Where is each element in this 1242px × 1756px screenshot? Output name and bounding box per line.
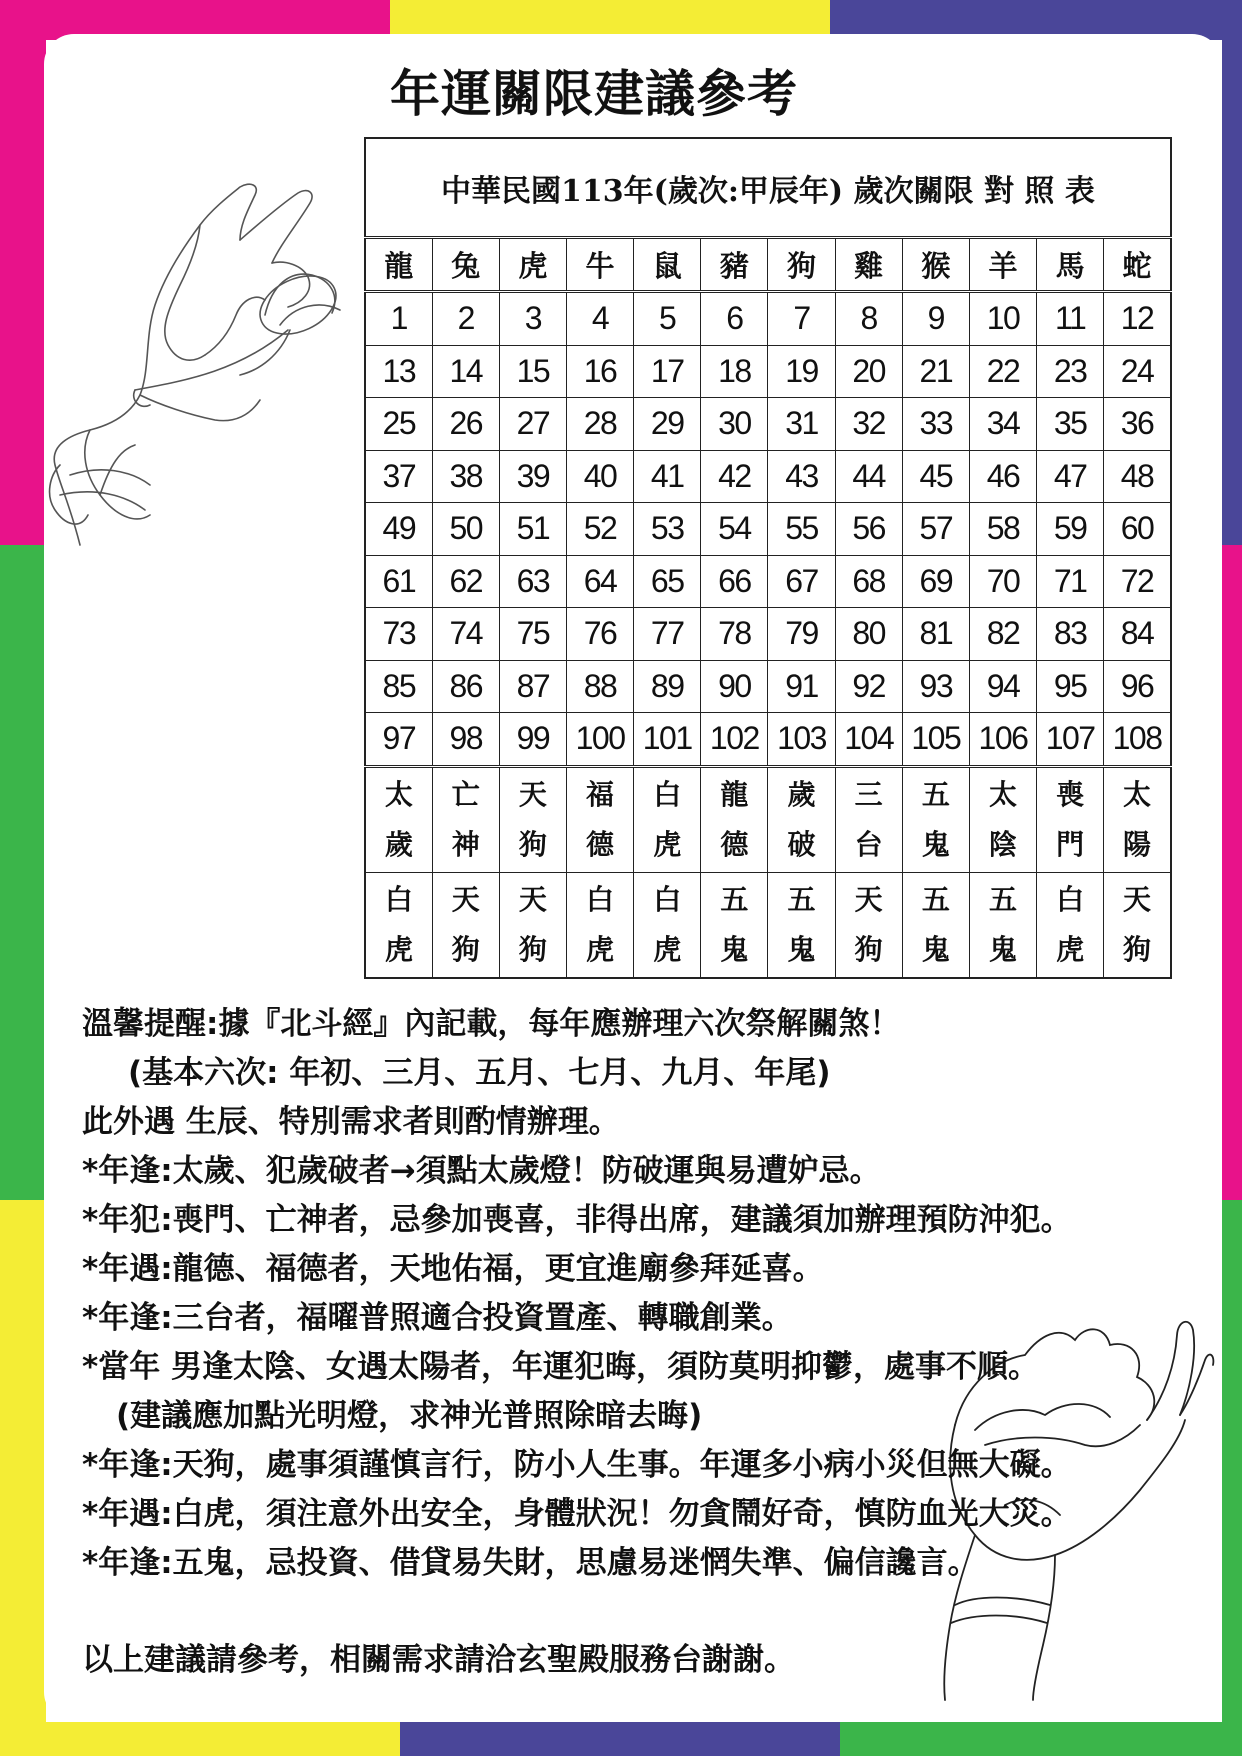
age-cell: 38	[432, 450, 499, 503]
age-row	[365, 292, 1171, 346]
border-band-left-yellow	[0, 1200, 46, 1756]
age-cell: 55	[768, 503, 835, 556]
star-row	[365, 872, 1171, 978]
age-cell: 50	[432, 503, 499, 556]
star-cell: 五 鬼	[969, 872, 1036, 978]
age-cell: 92	[835, 660, 902, 713]
star-cell: 白 虎	[1037, 872, 1104, 978]
age-cell: 86	[432, 660, 499, 713]
star-cell: 白 虎	[634, 766, 701, 872]
age-cell: 56	[835, 503, 902, 556]
notes-spacer	[82, 1588, 1082, 1636]
age-cell: 102	[701, 713, 768, 767]
zodiac-header-row	[365, 238, 1171, 292]
note-line: *年遇:龍德、福德者，天地佑福，更宜進廟參拜延喜。	[82, 1251, 824, 1287]
age-cell: 77	[634, 608, 701, 661]
star-row	[365, 766, 1171, 872]
age-cell: 54	[701, 503, 768, 556]
age-cell: 82	[969, 608, 1036, 661]
star-cell: 白 虎	[634, 872, 701, 978]
age-cell: 11	[1037, 292, 1104, 346]
note-line: 此外遇 生辰、特別需求者則酌情辦理。	[82, 1104, 620, 1140]
age-cell: 90	[701, 660, 768, 713]
age-cell: 16	[566, 345, 633, 398]
star-cell: 五 鬼	[902, 872, 969, 978]
age-cell: 45	[902, 450, 969, 503]
lotus-hand-icon	[40, 165, 350, 565]
age-row	[365, 555, 1171, 608]
age-cell: 46	[969, 450, 1036, 503]
age-cell: 9	[902, 292, 969, 346]
zodiac-cell: 鼠	[634, 238, 701, 292]
age-cell: 39	[499, 450, 566, 503]
age-cell: 35	[1037, 398, 1104, 451]
age-cell: 95	[1037, 660, 1104, 713]
star-cell: 太 陽	[1104, 766, 1171, 872]
age-cell: 43	[768, 450, 835, 503]
age-cell: 6	[701, 292, 768, 346]
age-row	[365, 345, 1171, 398]
border-band-right-magenta	[1222, 545, 1242, 1200]
age-cell: 98	[432, 713, 499, 767]
age-cell: 58	[969, 503, 1036, 556]
zodiac-cell: 狗	[768, 238, 835, 292]
star-cell: 白 虎	[365, 872, 432, 978]
age-cell: 68	[835, 555, 902, 608]
star-cell: 五 鬼	[902, 766, 969, 872]
age-cell: 107	[1037, 713, 1104, 767]
age-cell: 30	[701, 398, 768, 451]
age-cell: 31	[768, 398, 835, 451]
age-cell: 5	[634, 292, 701, 346]
age-cell: 14	[432, 345, 499, 398]
age-cell: 15	[499, 345, 566, 398]
age-cell: 67	[768, 555, 835, 608]
star-cell: 天 狗	[1104, 872, 1171, 978]
note-line: *當年 男逢太陰、女遇太陽者，年運犯晦，須防莫明抑鬱，處事不順。	[82, 1349, 1040, 1385]
age-cell: 47	[1037, 450, 1104, 503]
age-cell: 106	[969, 713, 1036, 767]
age-row	[365, 503, 1171, 556]
age-cell: 51	[499, 503, 566, 556]
star-cell: 天 狗	[499, 766, 566, 872]
zodiac-cell: 豬	[701, 238, 768, 292]
age-row	[365, 450, 1171, 503]
star-cell: 白 虎	[566, 872, 633, 978]
age-cell: 53	[634, 503, 701, 556]
border-band-bottom-indigo	[400, 1722, 840, 1756]
age-cell: 8	[835, 292, 902, 346]
age-cell: 13	[365, 345, 432, 398]
age-cell: 40	[566, 450, 633, 503]
age-cell: 21	[902, 345, 969, 398]
zodiac-cell: 牛	[566, 238, 633, 292]
border-band-bottom-yellow	[0, 1722, 400, 1756]
age-cell: 32	[835, 398, 902, 451]
note-line: *年逢:太歲、犯歲破者→須點太歲燈！防破運與易遭妒忌。	[82, 1153, 881, 1189]
age-zodiac-table	[364, 137, 1172, 979]
age-cell: 41	[634, 450, 701, 503]
age-cell: 64	[566, 555, 633, 608]
age-cell: 12	[1104, 292, 1171, 346]
age-cell: 104	[835, 713, 902, 767]
age-cell: 70	[969, 555, 1036, 608]
age-cell: 101	[634, 713, 701, 767]
star-cell: 福 德	[566, 766, 633, 872]
age-cell: 2	[432, 292, 499, 346]
age-cell: 100	[566, 713, 633, 767]
border-band-right-indigo	[1222, 0, 1242, 545]
age-cell: 79	[768, 608, 835, 661]
zodiac-cell: 羊	[969, 238, 1036, 292]
zodiac-cell: 兔	[432, 238, 499, 292]
age-cell: 80	[835, 608, 902, 661]
age-cell: 20	[835, 345, 902, 398]
note-line: 溫馨提醒:據『北斗經』內記載，每年應辦理六次祭解關煞！	[82, 1006, 901, 1042]
age-cell: 22	[969, 345, 1036, 398]
age-cell: 7	[768, 292, 835, 346]
age-cell: 78	[701, 608, 768, 661]
age-cell: 66	[701, 555, 768, 608]
age-cell: 103	[768, 713, 835, 767]
age-cell: 99	[499, 713, 566, 767]
age-cell: 85	[365, 660, 432, 713]
age-cell: 87	[499, 660, 566, 713]
note-line: *年逢:三台者，福曜普照適合投資置產、轉職創業。	[82, 1300, 793, 1336]
note-line: (基本六次: 年初、三月、五月、七月、九月、年尾)	[128, 1055, 831, 1091]
age-cell: 62	[432, 555, 499, 608]
age-cell: 36	[1104, 398, 1171, 451]
age-cell: 23	[1037, 345, 1104, 398]
age-cell: 83	[1037, 608, 1104, 661]
age-cell: 4	[566, 292, 633, 346]
age-row	[365, 660, 1171, 713]
age-cell: 63	[499, 555, 566, 608]
age-cell: 24	[1104, 345, 1171, 398]
zodiac-cell: 虎	[499, 238, 566, 292]
star-cell: 歲 破	[768, 766, 835, 872]
star-cell: 天 狗	[432, 872, 499, 978]
age-cell: 93	[902, 660, 969, 713]
page-title: 年運關限建議參考	[390, 65, 798, 123]
age-cell: 61	[365, 555, 432, 608]
age-row	[365, 608, 1171, 661]
age-cell: 91	[768, 660, 835, 713]
age-row	[365, 713, 1171, 767]
age-cell: 25	[365, 398, 432, 451]
notes-section	[82, 1000, 1082, 1685]
age-cell: 105	[902, 713, 969, 767]
zodiac-cell: 猴	[902, 238, 969, 292]
age-cell: 1	[365, 292, 432, 346]
border-band-left-green	[0, 545, 46, 1200]
age-cell: 94	[969, 660, 1036, 713]
age-cell: 10	[969, 292, 1036, 346]
zodiac-cell: 蛇	[1104, 238, 1171, 292]
zodiac-cell: 馬	[1037, 238, 1104, 292]
note-line: *年遇:白虎，須注意外出安全，身體狀況！勿貪鬧好奇，慎防血光大災。	[82, 1496, 1072, 1532]
age-cell: 69	[902, 555, 969, 608]
age-cell: 33	[902, 398, 969, 451]
age-cell: 28	[566, 398, 633, 451]
star-cell: 喪 門	[1037, 766, 1104, 872]
age-cell: 74	[432, 608, 499, 661]
age-cell: 29	[634, 398, 701, 451]
age-cell: 57	[902, 503, 969, 556]
zodiac-cell: 雞	[835, 238, 902, 292]
border-band-bottom-green	[840, 1722, 1242, 1756]
age-cell: 89	[634, 660, 701, 713]
star-cell: 三 台	[835, 766, 902, 872]
age-cell: 17	[634, 345, 701, 398]
note-line: *年逢:五鬼，忌投資、借貸易失財，思慮易迷惘失準、偏信讒言。	[82, 1545, 979, 1581]
age-cell: 84	[1104, 608, 1171, 661]
star-cell: 天 狗	[835, 872, 902, 978]
age-cell: 65	[634, 555, 701, 608]
table-caption: 中華民國113年(歲次:甲辰年) 歲次關限 對 照 表	[365, 138, 1171, 238]
zodiac-cell: 龍	[365, 238, 432, 292]
age-cell: 96	[1104, 660, 1171, 713]
age-cell: 108	[1104, 713, 1171, 767]
star-cell: 太 陰	[969, 766, 1036, 872]
age-cell: 48	[1104, 450, 1171, 503]
note-line: *年犯:喪門、亡神者，忌參加喪喜，非得出席，建議須加辦理預防沖犯。	[82, 1202, 1072, 1238]
age-cell: 19	[768, 345, 835, 398]
age-cell: 59	[1037, 503, 1104, 556]
age-cell: 52	[566, 503, 633, 556]
star-cell: 天 狗	[499, 872, 566, 978]
age-cell: 97	[365, 713, 432, 767]
age-cell: 3	[499, 292, 566, 346]
age-cell: 71	[1037, 555, 1104, 608]
star-cell: 五 鬼	[701, 872, 768, 978]
age-cell: 18	[701, 345, 768, 398]
age-cell: 26	[432, 398, 499, 451]
age-cell: 72	[1104, 555, 1171, 608]
age-cell: 27	[499, 398, 566, 451]
age-cell: 88	[566, 660, 633, 713]
age-cell: 75	[499, 608, 566, 661]
note-line: *年逢:天狗，處事須謹慎言行，防小人生事。年運多小病小災但無大礙。	[82, 1447, 1072, 1483]
star-cell: 太 歲	[365, 766, 432, 872]
age-cell: 37	[365, 450, 432, 503]
star-cell: 五 鬼	[768, 872, 835, 978]
border-band-right-green	[1222, 1200, 1242, 1756]
age-cell: 44	[835, 450, 902, 503]
age-cell: 60	[1104, 503, 1171, 556]
age-cell: 81	[902, 608, 969, 661]
age-cell: 49	[365, 503, 432, 556]
closing-line: 以上建議請參考，相關需求請洽玄聖殿服務台謝謝。	[82, 1642, 795, 1678]
age-row	[365, 398, 1171, 451]
age-cell: 73	[365, 608, 432, 661]
age-cell: 34	[969, 398, 1036, 451]
age-cell: 76	[566, 608, 633, 661]
note-line: (建議應加點光明燈，求神光普照除暗去晦)	[116, 1398, 703, 1434]
star-cell: 龍 德	[701, 766, 768, 872]
star-cell: 亡 神	[432, 766, 499, 872]
age-cell: 42	[701, 450, 768, 503]
